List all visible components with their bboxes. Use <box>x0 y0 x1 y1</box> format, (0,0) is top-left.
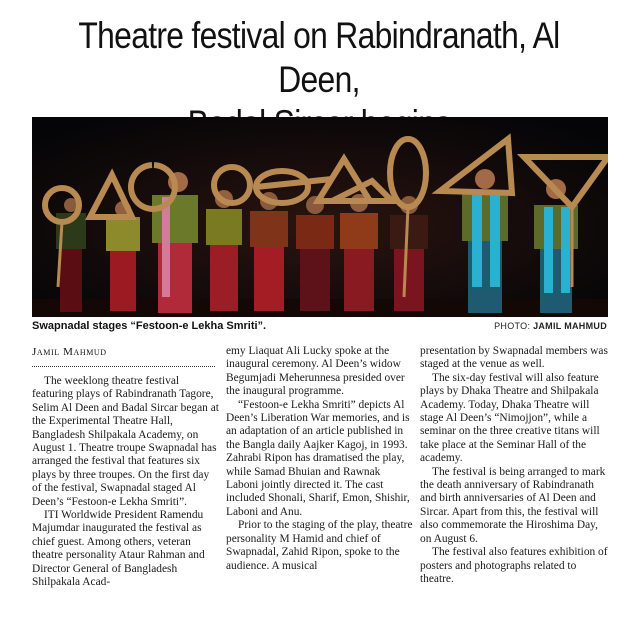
photo-credit <box>494 321 607 331</box>
paragraph: emy Liaquat Ali Lucky spoke at the inaugural ceremony. Al Deen’s widow Begumjadi Meherunnesa presided over the inaugural programme. <box>226 345 405 398</box>
paragraph: Prior to the staging of the play, theatre personality M Hamid and chief of Swapnadal, Zahid Ripon, spoke to the audience. A musical <box>226 519 413 572</box>
photo-caption: Swapnadal stages “Festoon-e Lekha Smriti”. <box>32 320 267 332</box>
article-column-3 <box>420 345 608 586</box>
paragraph: The festival is being arranged to mark the death anniversary of Rabindranath and birth anniversaries of Al Deen and Sircar. Apart from this, the festival will also commemorate the Hiroshima Day, on August 6. <box>420 465 606 545</box>
stage-photo-illustration <box>32 117 608 317</box>
byline: Jamil Mahmud <box>32 346 107 358</box>
byline-divider <box>32 366 215 367</box>
article-column-2 <box>226 345 414 573</box>
stage-photo <box>32 117 608 317</box>
paragraph: The festival also features exhibition of posters and photographs related to theatre. <box>420 546 608 585</box>
photo-credit-label: PHOTO: <box>494 321 531 331</box>
paragraph: presentation by Swapnadal members was staged at the venue as well. <box>420 345 608 371</box>
paragraph: “Festoon-e Lekha Smriti” depicts Al Deen’s Liberation War memories, and is an adaptation of an article published in the Bangla daily Aajker Kagoj, in 1993. Zahrabi Ripon has dramatised the play, while Samad Bhuian and Rawnak Laboni jointly directed it. The cast included Shonali, Sharif, Emon, Shishir, Laboni and Anu. <box>226 398 410 518</box>
photo-credit-name: JAMIL MAHMUD <box>533 321 607 331</box>
paragraph: The six-day festival will also feature plays by Dhaka Theatre and Shilpakala Academy. Today, Dhaka Theatre will stage Al Deen’s “Nimojjon”, while a seminar on the three creative titans will take place at the Seminar Hall of the academy. <box>420 371 600 465</box>
paragraph: The weeklong theatre festival featuring plays of Rabindranath Tagore, Selim Al Deen and Badal Sircar began at the Experimental Theatre Hall, Bangladesh Shilpakala Academy, on August 1. Theatre troupe Swapnadal has arranged the festival that features six plays by three troupes. On the first day of the festival, Swapnadal staged Al Deen’s “Festoon-e Lekha Smriti”. <box>32 375 219 508</box>
paragraph: ITI Worldwide President Ramendu Majumdar inaugurated the festival as chief guest. Among others, veteran theatre personality Ataur Rahman and Director General of Bangladesh Shilpakala Acad- <box>32 509 205 589</box>
article-column-1 <box>32 375 220 590</box>
headline-line-1: Theatre festival on Rabindranath, Al Deen, <box>78 15 560 100</box>
